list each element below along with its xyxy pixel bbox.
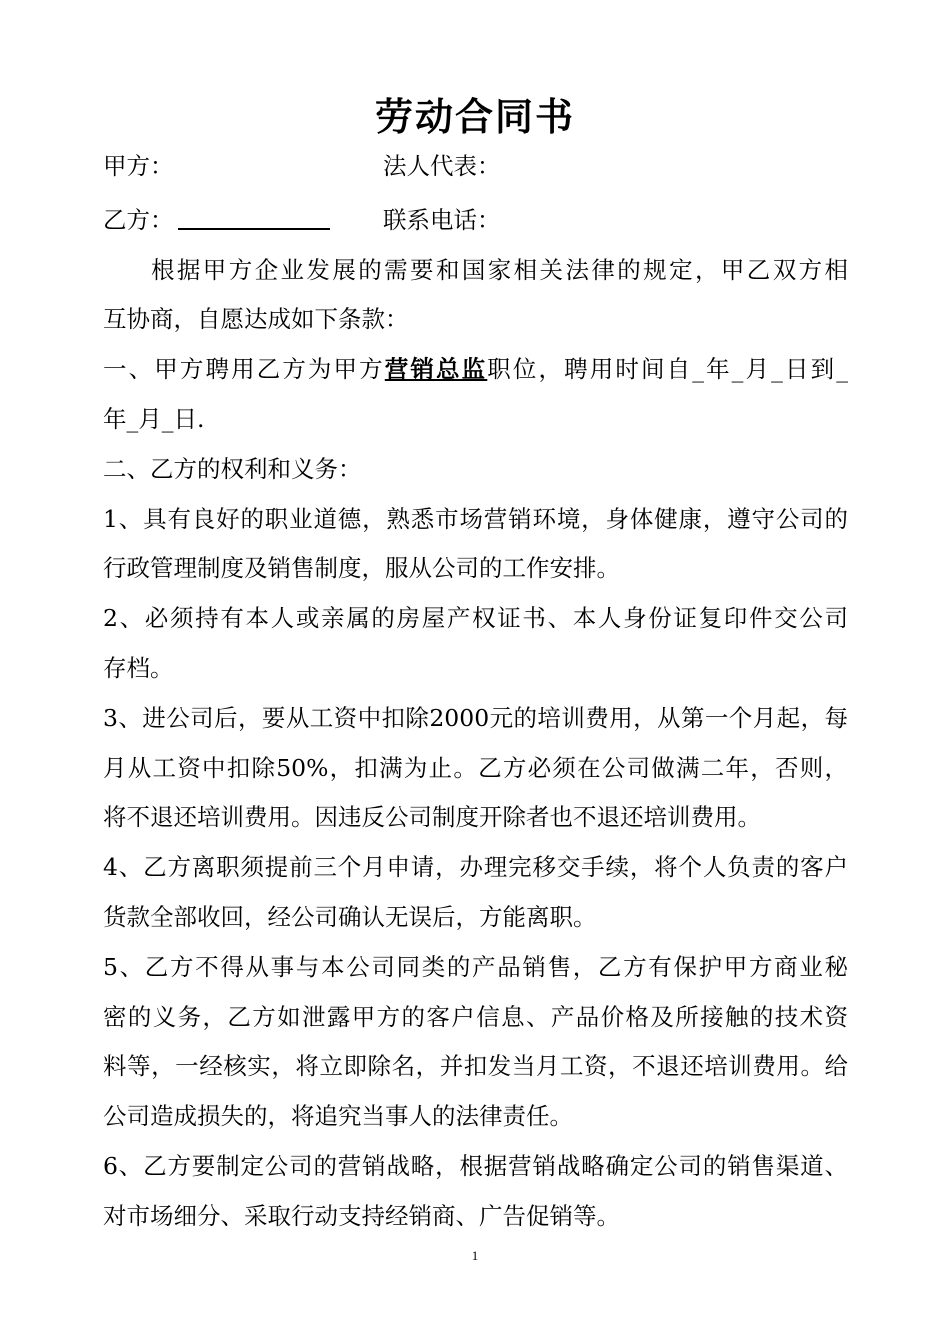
page-number: 1 bbox=[471, 1248, 479, 1263]
obligation-list bbox=[103, 495, 848, 1242]
obligation-item-line: 4、乙方离职须提前三个月申请，办理完移交手续，将个人负责的客户 bbox=[103, 853, 848, 882]
party-b-blank bbox=[178, 208, 330, 230]
party-a-label: 甲方： bbox=[103, 152, 174, 180]
document-body bbox=[103, 142, 848, 1242]
clause-1 bbox=[103, 345, 848, 395]
party-a-row bbox=[103, 142, 848, 192]
obligation-item-line: 对市场细分、采取行动支持经销商、广告促销等。 bbox=[103, 1201, 620, 1230]
party-b-row bbox=[103, 196, 848, 246]
phone-label: 联系电话： bbox=[383, 205, 501, 234]
obligation-item-line: 密的义务，乙方如泄露甲方的客户信息、产品价格及所接触的技术资 bbox=[103, 1002, 848, 1031]
obligation-item-line: 货款全部收回，经公司确认无误后，方能离职。 bbox=[103, 902, 597, 931]
clause-1-prefix: 一、甲方聘用乙方为甲方 bbox=[103, 355, 385, 384]
clause-1-line2: 年_月_日. bbox=[103, 404, 205, 433]
position-title: 营销总监 bbox=[384, 355, 488, 384]
obligation-item-line: 3、进公司后，要从工资中扣除2000元的培训费用，从第一个月起，每 bbox=[103, 703, 848, 732]
obligation-item-line: 存档。 bbox=[103, 653, 174, 682]
obligation-item-line: 1、具有良好的职业道德，熟悉市场营销环境，身体健康，遵守公司的 bbox=[103, 504, 848, 533]
document-title: 劳动合同书 bbox=[374, 94, 575, 139]
section-2-heading: 二、乙方的权利和义务： bbox=[103, 454, 362, 483]
obligation-item-line: 公司造成损失的，将追究当事人的法律责任。 bbox=[103, 1102, 573, 1131]
obligation-item-line: 行政管理制度及销售制度，服从公司的工作安排。 bbox=[103, 554, 620, 583]
obligation-item-line: 5、乙方不得从事与本公司同类的产品销售，乙方有保护甲方商业秘 bbox=[103, 952, 848, 981]
legal-rep-label: 法人代表： bbox=[383, 152, 501, 180]
obligation-item-line: 料等，一经核实，将立即除名，并扣发当月工资，不退还培训费用。给 bbox=[103, 1052, 848, 1081]
clause-1-suffix: 职位，聘用时间自_年_月_日到_ bbox=[487, 355, 849, 384]
obligation-item-line: 月从工资中扣除50%，扣满为止。乙方必须在公司做满二年，否则， bbox=[103, 753, 848, 782]
obligation-item-line: 6、乙方要制定公司的营销战略，根据营销战略确定公司的销售渠道、 bbox=[103, 1151, 848, 1180]
intro-line: 互协商，自愿达成如下条款： bbox=[103, 305, 409, 334]
obligation-item-line: 2、必须持有本人或亲属的房屋产权证书、本人身份证复印件交公司 bbox=[103, 604, 848, 633]
obligation-item-line: 将不退还培训费用。因违反公司制度开除者也不退还培训费用。 bbox=[103, 803, 761, 832]
intro-line: 根据甲方企业发展的需要和国家相关法律的规定，甲乙双方相 bbox=[151, 255, 848, 284]
party-b-label: 乙方： bbox=[103, 205, 174, 234]
